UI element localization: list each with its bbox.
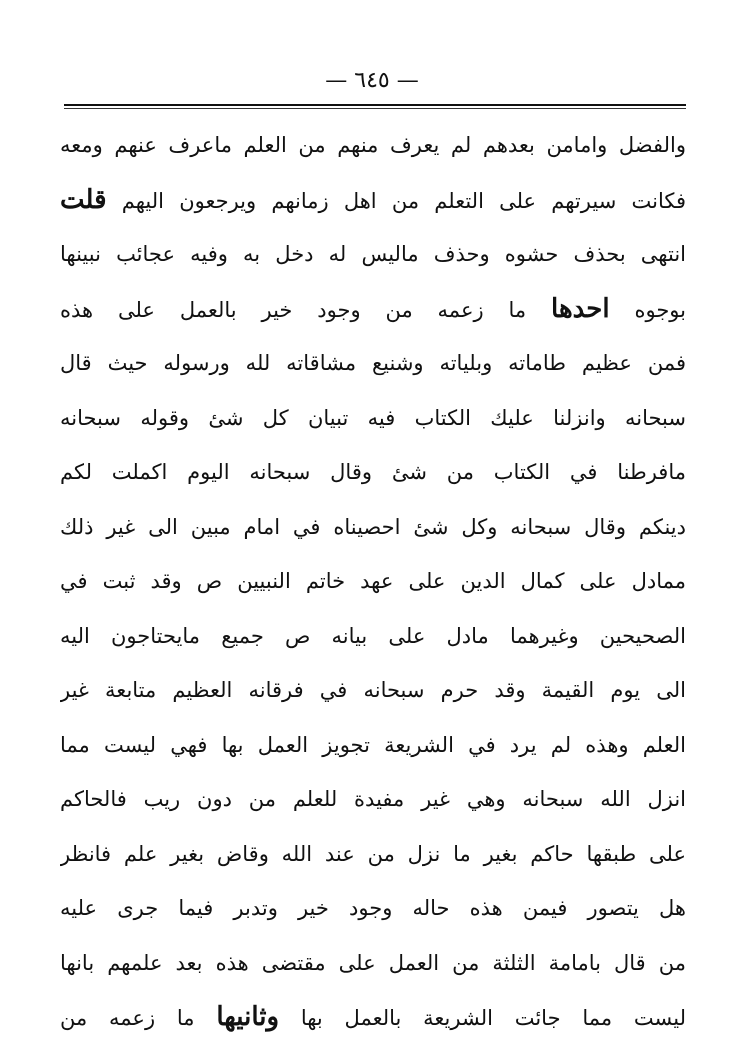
ahaduha-word: احدها [551, 293, 610, 324]
text-line-6: سبحانه وانزلنا عليك الكتاب فيه تبيان كل شئ وقوله سبحانه [60, 405, 686, 430]
text-line-12: العلم وهذه لم يرد في الشريعة تجويز العمل بها فهي ليست مما [60, 732, 686, 757]
text-line-15: هل يتصور فيمن هذه حاله وجود خير وتدبر فيما جرى عليه [60, 896, 686, 920]
page-number: — ٦٤٥ — [325, 68, 419, 93]
text-line-9: ممادل على كمال الدين على عهد خاتم النبيين ص وقد ثبت في [60, 569, 686, 593]
qult-word: قلت [60, 184, 107, 215]
text-line-3: انتهى بحذف حشوه وحذف ماليس له دخل به وفيه عجائب نبينها [60, 242, 686, 266]
header-rule [64, 104, 686, 106]
text-line-17-start: ليست مما جائت الشريعة بالعمل بها [300, 1006, 686, 1030]
text-line-17-rest: ما زعمه من [60, 1006, 195, 1030]
text-line-14: على طبقها حاكم بغير ما نزل من عند الله وقاض بغير علم فانظر [60, 841, 686, 866]
text-line-8: دينكم وقال سبحانه وكل شئ احصيناه في امام مبين الى غير ذلك [60, 514, 686, 539]
thaniha-word: وثانيها [216, 1002, 280, 1032]
text-line-17 [60, 990, 686, 1045]
text-line-4-start: بوجوه [634, 297, 686, 322]
header-rule-thin [64, 108, 686, 109]
text-line-16: من قال بامامة الثلثة من العمل على مقتضى هذه بعد علمهم بانها [60, 950, 686, 975]
text-line-5: فمن عظيم طاماته وبلياته وشنيع مشاقاته لله ورسوله حيث قال [60, 351, 686, 375]
text-line-13: انزل الله سبحانه وهي غير مفيدة للعلم من دون ريب فالحاكم [60, 787, 686, 811]
text-line-2 [60, 173, 686, 228]
text-line-4 [60, 282, 686, 337]
text-line-10: الصحيحين وغيرهما مادل على بيانه ص جميع مايحتاجون اليه [60, 623, 686, 648]
text-line-11: الى يوم القيمة وقد حرم سبحانه في فرقانه العظيم متابعة غير [60, 678, 686, 702]
text-line-1: والفضل وامامن بعدهم لم يعرف منهم من العلم ماعرف عنهم ومعه [60, 133, 686, 157]
text-line-2-text: فكانت سيرتهم على التعلم من اهل زمانهم ويرجعون اليهم [121, 188, 686, 213]
body-text [60, 118, 686, 1045]
text-line-4-rest: ما زعمه من وجود خير بالعمل على هذه [60, 297, 527, 322]
text-line-7: مافرطنا في الكتاب من شئ وقال سبحانه اليوم اكملت لكم [60, 460, 686, 484]
